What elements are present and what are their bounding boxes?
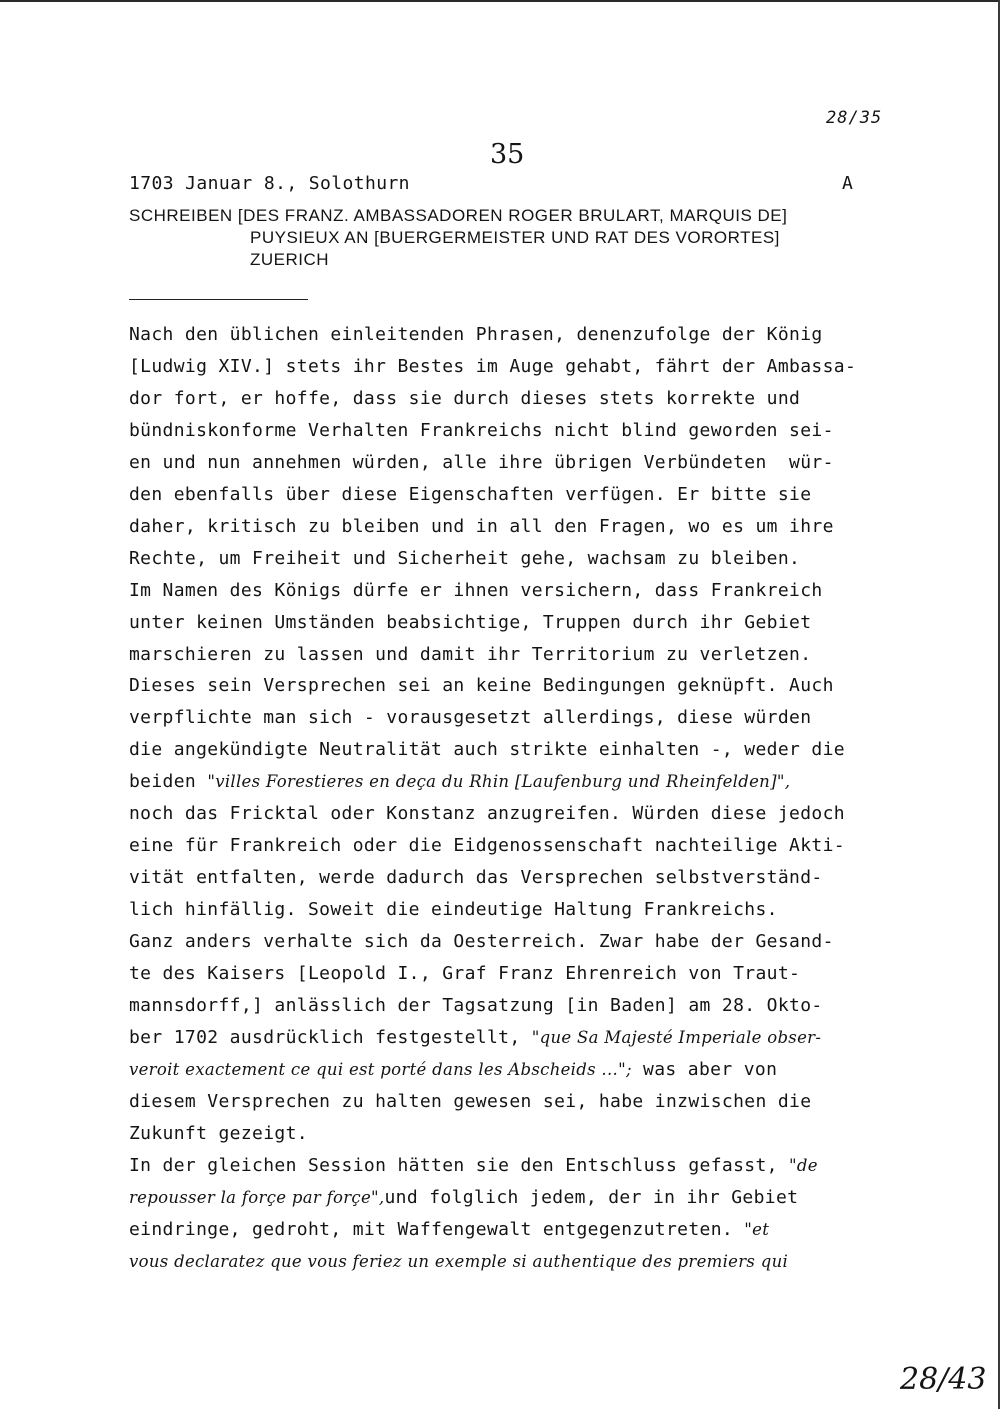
text-line: marschieren zu lassen und damit ihr Territorium zu verletzen. [129,643,812,665]
text-line: dor fort, er hoffe, dass sie durch dieses stets korrekte und [129,387,801,409]
text-line: bündniskonforme Verhalten Frankreichs nicht blind geworden sei- [129,419,834,441]
text-line [129,1182,929,1214]
text-line: unter keinen Umständen beabsichtige, Truppen durch ihr Gebiet [129,611,812,633]
french-quotation: "de [789,1155,818,1175]
text-line [129,766,929,798]
text-line: Nach den üblichen einleitenden Phrasen, denenzufolge der König [129,324,823,345]
document-heading [129,205,889,271]
text-line: te des Kaisers [Leopold I., Graf Franz Ehrenreich von Traut- [129,963,801,985]
text-line: Ganz anders verhalte sich da Oesterreich. Zwar habe der Gesand- [129,931,834,953]
text-segment: In der gleichen Session hätten sie den Entschluss gefasst, [129,1154,790,1176]
text-line [129,1214,929,1246]
text-segment: ber 1702 ausdrücklich festgestellt, [129,1026,532,1048]
folio-number: 28/35 [826,108,883,128]
text-line: mannsdorff,] anlässlich der Tagsatzung [in Baden] am 28. Okto- [129,995,823,1017]
text-line [129,1150,929,1182]
french-quotation: vous declaratez que vous feriez un exemple si authentique des premiers qui [129,1251,789,1271]
text-line: vität entfalten, werde dadurch das Versprechen selbstverständ- [129,867,823,889]
heading-line: ZUERICH [250,250,330,269]
text-line [129,1022,929,1054]
text-segment: und folglich jedem, der in ihr Gebiet [384,1186,799,1208]
text-line [129,1054,929,1086]
french-quotation: "villes Forestieres en deça du Rhin [Laufenburg und Rheinfelden]", [207,772,791,792]
text-line: verpflichte man sich - vorausgesetzt allerdings, diese würden [129,707,812,729]
text-segment: eindringe, gedroht, mit Waffengewalt entgegenzutreten. [129,1218,745,1240]
series-letter: A [842,173,853,194]
text-line: noch das Fricktal oder Konstanz anzugreifen. Würden diese jedoch [129,803,845,825]
french-quotation: veroit exactement ce qui est porté dans les Abscheids ..."; [129,1059,632,1079]
archive-number: 28/43 [900,1362,987,1397]
text-line: eine für Frankreich oder die Eidgenossenschaft nachteilige Akti- [129,835,845,857]
text-line: Zukunft gezeigt. [129,1122,308,1144]
text-line: Im Namen des Königs dürfe er ihnen versichern, dass Frankreich [129,579,823,601]
text-line: Dieses sein Versprechen sei an keine Bedingungen geknüpft. Auch [129,675,834,697]
text-segment: was aber von [631,1058,778,1080]
french-quotation: "et [744,1219,770,1239]
text-line: lich hinfällig. Soweit die eindeutige Haltung Frankreichs. [129,899,778,921]
text-line: die angekündigte Neutralität auch strikte einhalten -, weder die [129,739,845,761]
page-number: 35 [490,139,525,170]
text-line: den ebenfalls über diese Eigenschaften verfügen. Er bitte sie [129,483,812,505]
text-line: daher, kritisch zu bleiben und in all den Fragen, wo es um ihre [129,515,834,537]
text-line: diesem Versprechen zu halten gewesen sei, habe inzwischen die [129,1090,812,1112]
text-line [129,1246,929,1278]
french-quotation: "que Sa Majesté Imperiale obser- [531,1027,822,1047]
heading-line: PUYSIEUX AN [BUERGERMEISTER UND RAT DES VORORTES] [250,228,780,247]
french-quotation: repousser la forçe par forçe", [129,1187,385,1207]
body-text [129,319,929,1278]
text-segment: beiden [129,771,208,793]
scan-edge-top [0,0,1000,2]
heading-line: SCHREIBEN [DES FRANZ. AMBASSADOREN ROGER BRULART, MARQUIS DE] [129,206,788,225]
text-line: en und nun annehmen würden, alle ihre übrigen Verbündeten wür- [129,451,834,473]
text-line: [Ludwig XIV.] stets ihr Bestes im Auge gehabt, fährt der Ambassa- [129,355,857,377]
text-line: Rechte, um Freiheit und Sicherheit gehe, wachsam zu bleiben. [129,547,801,569]
separator-rule [129,299,308,300]
date-place-line: 1703 Januar 8., Solothurn [129,173,410,194]
